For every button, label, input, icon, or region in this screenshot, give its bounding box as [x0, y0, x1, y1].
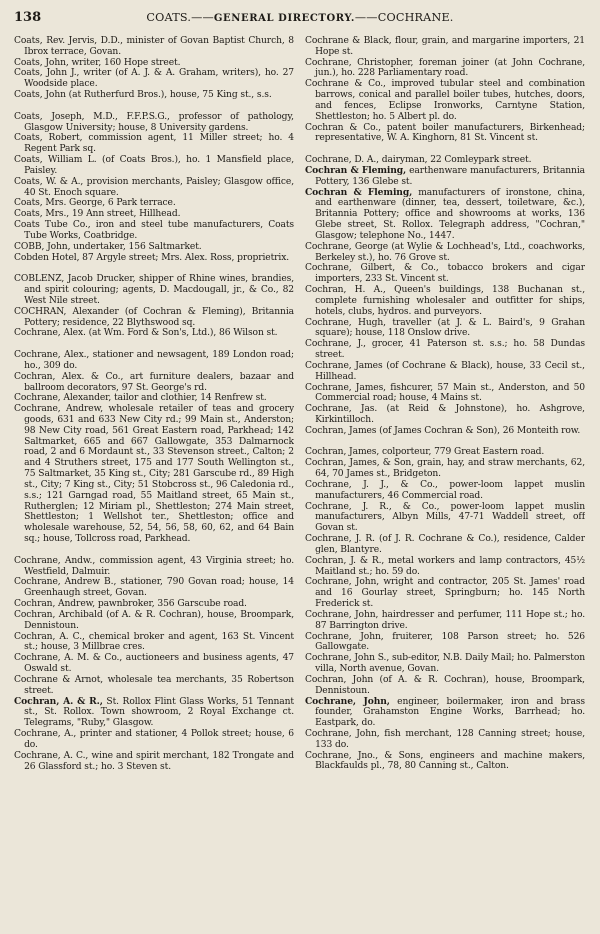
directory-entry: Cochrane, Gilbert, & Co., tobacco brokers and cigar importers, 233 St. Vincent st. [305, 263, 585, 285]
directory-entry: Cochran, James, colporteur, 779 Great Eastern road. [305, 447, 545, 458]
directory-entry: COBB, John, undertaker, 156 Saltmarket. [14, 241, 202, 252]
right-column [305, 36, 585, 772]
directory-entry: Cochrane, John, engineer, boilermaker, iron and brass founder, Grahamston Engine Works, Barrhead; ho. Eastpark, do. [305, 696, 585, 729]
directory-entry: Cochran & Co., patent boiler manufacturers, Birkenhead; representative, W. A. Kinghorn, 81 St. Vincent st. [305, 122, 585, 144]
directory-entry: Cochrane, J., grocer, 41 Paterson st. s.s.; ho. 58 Dundas street. [305, 339, 585, 361]
directory-entry: Coats, Robert, commission agent, 11 Miller street; ho. 4 Regent Park sq. [14, 133, 294, 155]
running-head-right: COCHRANE. [377, 11, 454, 24]
directory-entry: Coats Tube Co., iron and steel tube manufacturers, Coats Tube Works, Coatbridge. [14, 220, 294, 241]
running-head-left: COATS. [146, 11, 192, 24]
page-header [14, 10, 586, 32]
directory-entry: Cochrane, A. C., wine and spirit merchant, 182 Trongate and 26 Glassford st.; ho. 3 Steven st. [14, 750, 294, 772]
directory-entry: Cochrane, A., printer and stationer, 4 Pollok street; house, 6 do. [14, 729, 294, 750]
directory-entry: Cochrane, Jas. (at Reid & Johnstone), ho. Ashgrove, Kirkintilloch. [305, 404, 585, 425]
directory-entry: Cochrane & Arnot, wholesale tea merchants, 35 Robertson street. [14, 674, 294, 696]
directory-entry: Coats, John (at Rutherfurd Bros.), house, 75 King st., s.s. [14, 90, 272, 101]
directory-entry: Cochrane, Alex. (at Wm. Ford & Son's, Ltd.), 86 Wilson st. [14, 328, 278, 339]
running-head [64, 11, 536, 24]
directory-entry: Cochran, James, & Son, grain, hay, and straw merchants, 62, 64, 70 James st., Bridgeton. [305, 458, 585, 480]
directory-entry: Cochrane, John, hairdresser and perfumer, 111 Hope st.; ho. 87 Barrington drive. [305, 609, 585, 631]
directory-entry: COCHRAN, Alexander (of Cochran & Fleming), Britannia Pottery; residence, 22 Blythswood sq. [14, 306, 294, 328]
directory-entry: Cochran, Alex. & Co., art furniture dealers, bazaar and ballroom decorators, 97 St. George's rd. [14, 371, 294, 393]
directory-entry: Cochran, A. & R., St. Rollox Flint Glass Works, 51 Tennant st., St. Rollox. Town showroom, 2 Royal Exchange ct. Telegrams, "Ruby," Glasgow. [14, 696, 294, 729]
running-head-title: GENERAL DIRECTORY. [213, 13, 355, 24]
directory-entry: Coats, Joseph, M.D., F.F.P.S.G., professor of pathology, Glasgow University; house, 8 University gardens. [14, 111, 294, 133]
directory-entry: Cochrane, D. A., dairyman, 22 Comleypark street. [305, 155, 532, 166]
directory-entry: Cobden Hotel, 87 Argyle street; Mrs. Alex. Ross, proprietrix. [14, 252, 290, 263]
directory-entry: Cochrane, Andw., commission agent, 43 Virginia street; ho. Westfield, Dalmuir. [14, 555, 294, 577]
directory-entry: Cochrane, J. R. (of J. R. Cochrane & Co.), residence, Calder glen, Blantyre. [305, 534, 585, 555]
directory-entry: Cochran, John (of A. & R. Cochran), house, Broompark, Dennistoun. [305, 674, 585, 696]
entry-firm-name: Cochran & Fleming, [305, 187, 413, 198]
directory-entry: Cochrane, Andrew B., stationer, 790 Govan road; house, 14 Greenhaugh street, Govan. [14, 577, 294, 599]
running-head-dash-1: —— [191, 11, 214, 24]
directory-entry: Cochrane, John, fish merchant, 128 Canning street; house, 133 do. [305, 729, 585, 750]
running-head-dash-2: —— [354, 11, 378, 24]
directory-entry: Cochrane, Alexander, tailor and clothier, 14 Renfrew st. [14, 393, 267, 404]
directory-columns [14, 36, 586, 772]
directory-entry: Coats, Rev. Jervis, D.D., minister of Govan Baptist Church, 8 Ibrox terrace, Govan. [14, 36, 294, 57]
directory-entry: Coats, John J., writer (of A. J. & A. Graham, writers), ho. 27 Woodside place. [14, 68, 294, 90]
directory-entry: Cochrane, James (of Cochrane & Black), house, 33 Cecil st., Hillhead. [305, 360, 585, 382]
directory-entry: Cochrane, J. R., & Co., power-loom lappet muslin manufacturers, Albyn Mills, 47-71 Waddell street, off Govan st. [305, 501, 585, 534]
directory-entry: Coats, William L. (of Coats Bros.), ho. 1 Mansfield place, Paisley. [14, 155, 294, 176]
page-number: 138 [14, 10, 42, 25]
directory-entry: Coats, Mrs., 19 Ann street, Hillhead. [14, 209, 181, 220]
entry-firm-name: Cochran, A. & R., [14, 696, 103, 707]
directory-entry: Cochrane & Co., improved tubular steel and combination barrows, conical and parallel boiler tubes, hutches, doors, and fences, Eclipse Ironworks, Carntyne Station, Shettleston; ho. 5 Albert pl. do. [305, 79, 585, 122]
directory-entry: Cochran, Archibald (of A. & R. Cochran), house, Broompark, Dennistoun. [14, 609, 294, 631]
entry-firm-name: Cochran & Fleming, [305, 165, 407, 176]
directory-entry: Cochrane, John, wright and contractor, 205 St. James' road and 16 Gourlay street, Springburn; ho. 145 North Frederick st. [305, 577, 585, 610]
directory-entry: Cochrane, John, fruiterer, 108 Parson street; ho. 526 Gallowgate. [305, 631, 585, 653]
entry-firm-name: Cochrane, John, [305, 696, 390, 707]
left-column [14, 36, 294, 772]
directory-entry: COBLENZ, Jacob Drucker, shipper of Rhine wines, brandies, and spirit colouring; agents, D. Macdougall, jr., & Co., 82 West Nile street. [14, 274, 294, 306]
directory-entry: Cochran & Fleming, earthenware manufacturers, Britannia Pottery, 136 Glebe st. [305, 165, 585, 187]
directory-entry: Cochrane, Hugh, traveller (at J. & L. Baird's, 9 Grahan square); house, 118 Onslow drive. [305, 317, 585, 339]
directory-entry: Cochrane, John S., sub-editor, N.B. Daily Mail; ho. Palmerston villa, North avenue, Govan. [305, 653, 585, 675]
directory-entry: Cochran, A. C., chemical broker and agent, 163 St. Vincent st.; house, 3 Millbrae cres. [14, 631, 294, 653]
directory-entry: Cochrane, George (at Wylie & Lochhead's, Ltd., coachworks, Berkeley st.), ho. 76 Grove st. [305, 241, 585, 263]
directory-entry: Cochran, H. A., Queen's buildings, 138 Buchanan st., complete furnishing wholesaler and outfitter for ships, hotels, clubs, hydros. and purveyors. [305, 285, 585, 317]
directory-entry: Cochrane, James, fishcurer, 57 Main st., Anderston, and 50 Commercial road; house, 4 Mains st. [305, 382, 585, 404]
directory-entry: Cochran & Fleming, manufacturers of ironstone, china, and earthenware (dinner, tea, dessert, toiletware, &c.), Britannia Pottery; office and showrooms at works, 136 Glebe street, St. Rollox. Telegraph address, "Cochran," Glasgow; telephone No., 1447. [305, 187, 585, 241]
directory-entry: Cochrane, Jno., & Sons, engineers and machine makers, Blackfaulds pl., 78, 80 Canning st., Calton. [305, 750, 585, 772]
directory-entry: Cochrane, A. M. & Co., auctioneers and business agents, 47 Oswald st. [14, 653, 294, 675]
directory-entry: Cochran, J. & R., metal workers and lamp contractors, 45½ Maitland st.; ho. 59 do. [305, 555, 585, 577]
directory-entry: Cochran, James (of James Cochran & Son), 26 Monteith row. [305, 425, 581, 436]
directory-entry: Coats, Mrs. George, 6 Park terrace. [14, 198, 176, 209]
directory-entry: Cochrane, Andrew, wholesale retailer of teas and grocery goods, 631 and 633 New City rd.; 99 Main st., Anderston; 98 New City road, 561 Great Eastern road, Parkhead; 142 Saltmarket, 665 and 667 Gallowgate, 353 Dalmarnock road, 2 and 6 Mordaunt st., 33 Stevenson street., Calton; 2 and 4 Struthers street, 175 and 177 South Wellington st., 75 Saltmarket, 35 King st., City; 281 Garscube rd., 89 High st., City; 7 King st., City; 51 Stobcross st., 96 Caledonia rd., s.s.; 121 Garngad road, 55 Maitland street, 65 Main st., Rutherglen; 12 Miriam pl., Shettleston; 274 Main street, Shettleston; 1 Wellshot ter., Shettleston; office and wholesale warehouse, 52, 54, 56, 58, 60, 62, and 64 Bain sq.; house, Tollcross road, Parkhead. [14, 404, 294, 545]
directory-entry: Cochrane, Christopher, foreman joiner (at John Cochrane, jun.), ho. 228 Parliamentary road. [305, 57, 585, 79]
directory-entry: Cochrane, Alex., stationer and newsagent, 189 London road; ho., 309 do. [14, 350, 294, 371]
directory-entry: Cochrane & Black, flour, grain, and margarine importers, 21 Hope st. [305, 36, 585, 57]
directory-entry: Coats, John, writer, 160 Hope street. [14, 57, 181, 68]
directory-entry: Cochrane, J. J., & Co., power-loom lappet muslin manufacturers, 46 Commercial road. [305, 479, 585, 501]
directory-entry: Cochran, Andrew, pawnbroker, 356 Garscube road. [14, 599, 247, 610]
directory-entry: Coats, W. & A., provision merchants, Paisley; Glasgow office, 40 St. Enoch square. [14, 176, 294, 198]
